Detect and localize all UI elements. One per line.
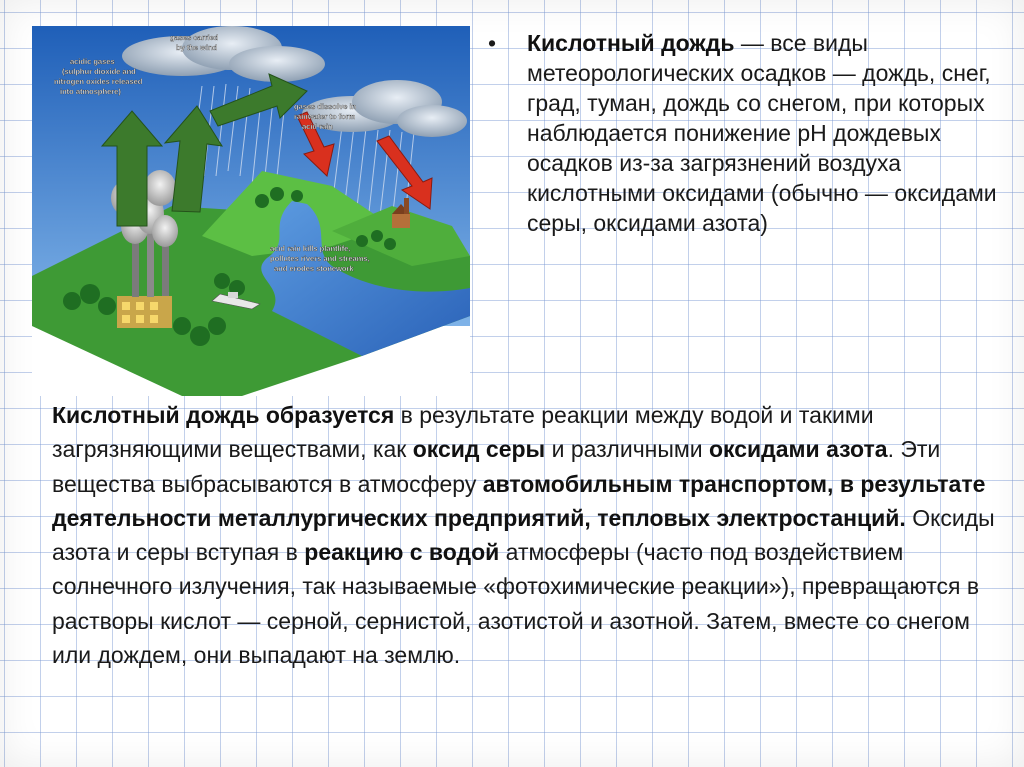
acid-rain-diagram-svg xyxy=(32,26,470,396)
text-2: в результате реакции между водой и такими загрязняющими веществами, как xyxy=(52,402,874,463)
svg-text:(sulphur dioxide and: (sulphur dioxide and xyxy=(62,67,136,76)
text-bold-1: Кислотный дождь образуется xyxy=(52,402,395,428)
svg-text:by the wind: by the wind xyxy=(176,43,218,52)
svg-text:rainwater to form: rainwater to form xyxy=(294,112,356,121)
definition-body: — все виды метеорологических осадков — дождь, снег, град, туман, дождь со снегом, при которых наблюдается понижение pH дождевых осадков из-за загрязнений воздуха кислотными оксидами (обычно — оксидами серы, оксидами азота) xyxy=(527,30,997,236)
acid-rain-diagram xyxy=(32,26,470,396)
definition-text xyxy=(527,28,998,238)
text-bold-3: оксид серы xyxy=(412,436,546,463)
svg-text:and erodes stonework: and erodes stonework xyxy=(274,264,354,273)
definition-block xyxy=(488,28,998,238)
label-gases-carried xyxy=(170,33,219,52)
explanation-paragraph xyxy=(52,398,1012,672)
text-10: атмосферы (часто под воздействием солнечного излучения, так называемые «фотохимические реакции»), превращаются в растворы кислот — серной, сернистой, азотистой и азотной. Затем, вместе со снегом или дождем, они выпадают на землю. xyxy=(52,539,980,669)
bullet-icon: • xyxy=(488,30,497,56)
text-4: и различными xyxy=(545,436,709,463)
svg-text:acidic gases: acidic gases xyxy=(70,57,115,66)
text-bold-7: автомобильным транспортом, в результате деятельности металлургических предприятий, тепловых электростанций. xyxy=(52,470,986,531)
svg-text:nitrogen oxides released: nitrogen oxides released xyxy=(54,77,143,86)
svg-text:into atmosphere): into atmosphere) xyxy=(60,87,121,96)
svg-text:pollutes rivers and streams,: pollutes rivers and streams, xyxy=(270,254,370,263)
text-bold-9: реакцию с водой xyxy=(304,539,500,566)
text-8: Оксиды азота и серы вступая в xyxy=(52,504,995,566)
svg-text:gases carried: gases carried xyxy=(170,33,219,42)
svg-text:acid rain: acid rain xyxy=(302,122,333,131)
text-6: . Эти вещества выбрасываются в атмосферу xyxy=(52,436,941,497)
text-bold-5: оксидами азота xyxy=(708,436,888,463)
svg-text:gases dissolve in: gases dissolve in xyxy=(294,102,357,111)
svg-text:acid rain kills plantlife,: acid rain kills plantlife, xyxy=(270,244,351,253)
definition-term: Кислотный дождь xyxy=(527,30,735,56)
